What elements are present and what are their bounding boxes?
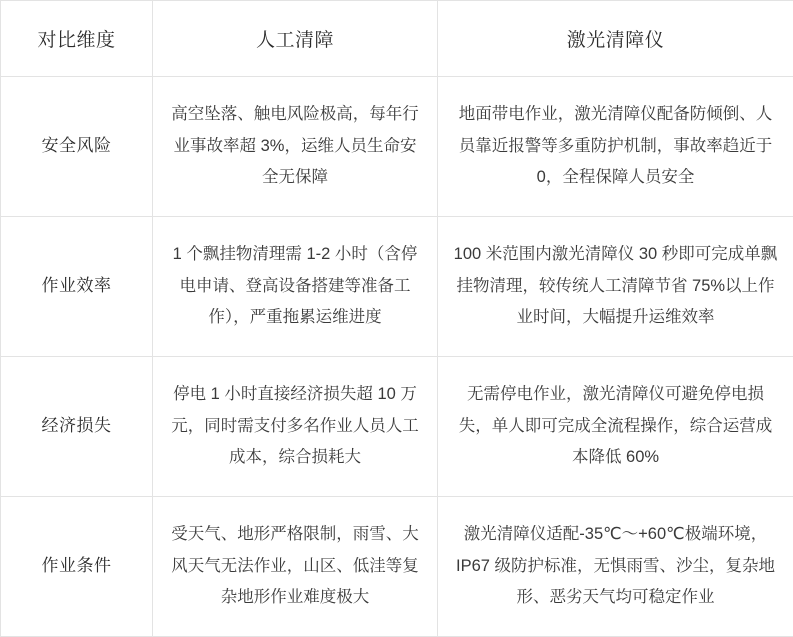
column-header-dimension: 对比维度 xyxy=(1,1,153,77)
row-laser-cell: 地面带电作业，激光清障仪配备防倾倒、人员靠近报警等多重防护机制，事故率趋近于 0，全程保障人员安全 xyxy=(438,77,793,217)
row-laser-cell: 激光清障仪适配-35℃～+60℃极端环境，IP67 级防护标准，无惧雨雪、沙尘，复杂地形、恶劣天气均可稳定作业 xyxy=(438,497,793,637)
row-laser-cell: 无需停电作业，激光清障仪可避免停电损失，单人即可完成全流程操作，综合运营成本降低 60% xyxy=(438,357,793,497)
row-manual-cell: 受天气、地形严格限制，雨雪、大风天气无法作业，山区、低洼等复杂地形作业难度极大 xyxy=(153,497,438,637)
row-laser-cell: 100 米范围内激光清障仪 30 秒即可完成单飘挂物清理，较传统人工清障节省 75%以上作业时间，大幅提升运维效率 xyxy=(438,217,793,357)
table-row xyxy=(1,497,793,637)
table-header-row xyxy=(1,1,793,77)
column-header-manual: 人工清障 xyxy=(153,1,438,77)
table-header xyxy=(1,1,793,77)
row-dimension-label: 作业条件 xyxy=(1,497,153,637)
row-dimension-label: 作业效率 xyxy=(1,217,153,357)
table-row xyxy=(1,217,793,357)
row-manual-cell: 停电 1 小时直接经济损失超 10 万元，同时需支付多名作业人员人工成本，综合损耗大 xyxy=(153,357,438,497)
row-manual-cell: 高空坠落、触电风险极高，每年行业事故率超 3%，运维人员生命安全无保障 xyxy=(153,77,438,217)
column-header-laser: 激光清障仪 xyxy=(438,1,793,77)
row-dimension-label: 安全风险 xyxy=(1,77,153,217)
table-body xyxy=(1,77,793,637)
table-row xyxy=(1,357,793,497)
table-row xyxy=(1,77,793,217)
row-dimension-label: 经济损失 xyxy=(1,357,153,497)
row-manual-cell: 1 个飘挂物清理需 1-2 小时（含停电申请、登高设备搭建等准备工作），严重拖累运维进度 xyxy=(153,217,438,357)
